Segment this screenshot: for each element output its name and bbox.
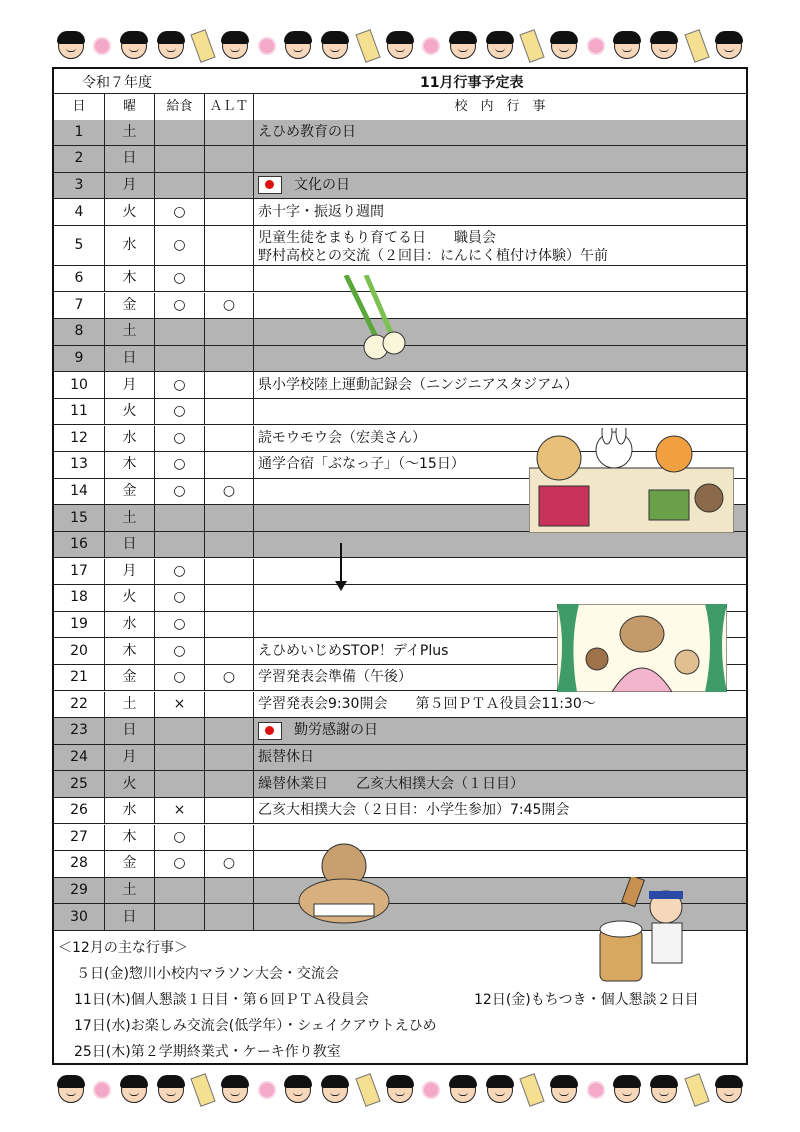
weekday-cell: 月: [105, 173, 155, 199]
table-row: [54, 146, 746, 173]
alt-cell: [205, 745, 254, 771]
weekday-cell: 日: [105, 532, 155, 558]
weekday-cell: 木: [105, 452, 155, 478]
child-face-icon: [322, 33, 348, 59]
weekday-cell: 水: [105, 226, 155, 265]
child-face-icon: [285, 33, 311, 59]
child-face-icon: [551, 1077, 577, 1103]
day-cell: 30: [54, 904, 105, 930]
lunch-cell: ×: [155, 798, 205, 824]
tag-icon: [684, 29, 709, 63]
day-cell: 16: [54, 532, 105, 558]
weekday-cell: 水: [105, 612, 155, 638]
child-face-icon: [450, 33, 476, 59]
child-face-icon: [716, 33, 742, 59]
child-face-icon: [651, 1077, 677, 1103]
col-header-lunch: 給食: [155, 94, 205, 120]
child-face-icon: [614, 1077, 640, 1103]
table-row: [54, 559, 746, 586]
december-event-3: 12日(金)もちつき・個人懇談２日目: [474, 992, 699, 1008]
day-cell: 26: [54, 798, 105, 824]
child-face-icon: [551, 33, 577, 59]
child-face-icon: [158, 1077, 184, 1103]
event-cell: [254, 532, 746, 558]
day-cell: 17: [54, 559, 105, 585]
alt-cell: [205, 426, 254, 452]
lunch-cell: ○: [155, 559, 205, 585]
day-cell: 3: [54, 173, 105, 199]
animals-sleeping-illustration: [529, 428, 734, 533]
tag-icon: [684, 1073, 709, 1107]
event-cell: [254, 293, 746, 319]
event-text: えひめいじめSTOP！デイPlus: [258, 642, 449, 659]
december-events: [54, 935, 746, 1063]
lunch-cell: [155, 745, 205, 771]
event-cell: [254, 146, 746, 172]
day-cell: 5: [54, 226, 105, 265]
alt-cell: ○: [205, 293, 254, 319]
table-row: [54, 199, 746, 226]
alt-cell: [205, 346, 254, 372]
event-cell: [254, 771, 746, 797]
weekday-cell: 土: [105, 319, 155, 345]
event-cell: [254, 692, 746, 718]
child-face-icon: [487, 33, 513, 59]
weekday-cell: 月: [105, 559, 155, 585]
japan-flag-icon: [258, 176, 282, 194]
tag-icon: [520, 29, 545, 63]
lunch-cell: ○: [155, 638, 205, 664]
weekday-cell: 金: [105, 851, 155, 877]
alt-cell: [205, 825, 254, 851]
day-cell: 8: [54, 319, 105, 345]
day-cell: 7: [54, 293, 105, 319]
alt-cell: [205, 878, 254, 904]
weekday-cell: 日: [105, 146, 155, 172]
lunch-cell: ○: [155, 226, 205, 265]
alt-cell: [205, 612, 254, 638]
event-cell: [254, 718, 746, 744]
child-face-icon: [651, 33, 677, 59]
event-cell: [254, 399, 746, 425]
weekday-cell: 水: [105, 798, 155, 824]
day-cell: 1: [54, 120, 105, 146]
flower-icon: [260, 39, 274, 53]
alt-cell: [205, 638, 254, 664]
weekday-cell: 木: [105, 266, 155, 292]
alt-cell: [205, 452, 254, 478]
day-cell: 10: [54, 372, 105, 398]
sumo-wrestler-illustration: [284, 836, 404, 926]
alt-cell: [205, 226, 254, 265]
child-face-icon: [222, 1077, 248, 1103]
table-row: [54, 226, 746, 266]
event-text: 読モウモウ会（宏美さん）: [258, 429, 426, 446]
top-border-decoration: [58, 28, 742, 64]
event-cell: [254, 199, 746, 225]
alt-cell: [205, 904, 254, 930]
tag-icon: [355, 29, 380, 63]
event-text: 文化の日: [294, 177, 350, 194]
event-text: 振替休日: [258, 749, 314, 766]
col-header-weekday: 曜: [105, 94, 155, 120]
alt-cell: [205, 505, 254, 531]
december-event-1: ５日(金)惣川小校内マラソン大会・交流会: [76, 966, 339, 982]
event-cell: [254, 745, 746, 771]
bottom-border-decoration: [58, 1072, 742, 1108]
event-cell: [254, 559, 746, 585]
lunch-cell: ○: [155, 199, 205, 225]
child-face-icon: [716, 1077, 742, 1103]
child-face-icon: [387, 33, 413, 59]
day-cell: 27: [54, 825, 105, 851]
december-event-4: 17日(水)お楽しみ交流会(低学年）・シェイクアウトえひめ: [74, 1018, 437, 1034]
lunch-cell: [155, 173, 205, 199]
fiscal-year-label: 令和７年度: [82, 75, 152, 91]
tag-icon: [520, 1073, 545, 1107]
day-cell: 22: [54, 692, 105, 718]
table-row: [54, 745, 746, 772]
event-text: 通学合宿「ぶなっ子」（～15日）: [258, 456, 465, 473]
flower-icon: [95, 39, 109, 53]
lunch-cell: [155, 146, 205, 172]
lunch-cell: ○: [155, 266, 205, 292]
weekday-cell: 火: [105, 399, 155, 425]
child-face-icon: [158, 33, 184, 59]
day-cell: 14: [54, 479, 105, 505]
alt-cell: [205, 399, 254, 425]
lunch-cell: [155, 532, 205, 558]
weekday-cell: 火: [105, 199, 155, 225]
arrow-down-icon: [335, 581, 347, 591]
table-row: [54, 798, 746, 825]
table-row: [54, 692, 746, 719]
lunch-cell: [155, 878, 205, 904]
event-cell: [254, 226, 746, 265]
lunch-cell: ○: [155, 665, 205, 691]
alt-cell: ○: [205, 851, 254, 877]
event-cell: [254, 798, 746, 824]
table-row: [54, 771, 746, 798]
lunch-cell: [155, 346, 205, 372]
theater-animals-illustration: [557, 604, 727, 692]
event-cell: [254, 266, 746, 292]
weekday-cell: 土: [105, 120, 155, 146]
weekday-cell: 土: [105, 878, 155, 904]
weekday-cell: 火: [105, 771, 155, 797]
event-text: 県小学校陸上運動記録会（ニンジニアスタジアム）: [258, 376, 579, 393]
col-header-events: 校 内 行 事: [454, 99, 546, 114]
weekday-cell: 日: [105, 718, 155, 744]
alt-cell: [205, 718, 254, 744]
day-cell: 19: [54, 612, 105, 638]
alt-cell: [205, 585, 254, 611]
lunch-cell: ○: [155, 612, 205, 638]
weekday-cell: 水: [105, 426, 155, 452]
lunch-cell: ○: [155, 585, 205, 611]
flower-icon: [424, 1083, 438, 1097]
event-text: 繰替休業日 乙亥大相撲大会（１日目）: [258, 775, 524, 792]
tag-icon: [191, 29, 216, 63]
event-cell: [254, 372, 746, 398]
alt-cell: [205, 120, 254, 146]
december-heading: ＜12月の主な行事＞: [58, 940, 188, 956]
december-event-2: 11日(木)個人懇談１日目・第６回ＰＴＡ役員会: [74, 992, 369, 1008]
alt-cell: [205, 532, 254, 558]
alt-cell: [205, 319, 254, 345]
lunch-cell: [155, 505, 205, 531]
table-row: [54, 173, 746, 200]
alt-cell: ○: [205, 665, 254, 691]
child-face-icon: [121, 33, 147, 59]
child-face-icon: [285, 1077, 311, 1103]
event-cell: [254, 120, 746, 146]
day-cell: 4: [54, 199, 105, 225]
december-event-5: 25日(木)第２学期終業式・ケーキ作り教室: [74, 1044, 341, 1060]
lunch-cell: [155, 120, 205, 146]
event-text: 児童生徒をまもり育てる日 職員会 野村高校との交流（２回目：にんにく植付け体験）午前: [258, 229, 608, 264]
col-header-alt: ＡＬＴ: [205, 94, 254, 120]
table-row: [54, 532, 746, 559]
event-cell: [254, 173, 746, 199]
day-cell: 15: [54, 505, 105, 531]
alt-cell: [205, 771, 254, 797]
day-cell: 29: [54, 878, 105, 904]
weekday-cell: 木: [105, 638, 155, 664]
child-face-icon: [614, 33, 640, 59]
alt-cell: [205, 266, 254, 292]
flower-icon: [589, 1083, 603, 1097]
alt-cell: [205, 146, 254, 172]
day-cell: 23: [54, 718, 105, 744]
table-row: [54, 372, 746, 399]
day-cell: 21: [54, 665, 105, 691]
lunch-cell: [155, 771, 205, 797]
tag-icon: [191, 1073, 216, 1107]
alt-cell: [205, 199, 254, 225]
day-cell: 6: [54, 266, 105, 292]
weekday-cell: 土: [105, 692, 155, 718]
weekday-cell: 日: [105, 346, 155, 372]
lunch-cell: ○: [155, 825, 205, 851]
event-text: 学習発表会準備（午後）: [258, 669, 412, 686]
child-face-icon: [58, 1077, 84, 1103]
event-cell: [254, 319, 746, 345]
flower-icon: [589, 39, 603, 53]
weekday-cell: 金: [105, 479, 155, 505]
lunch-cell: [155, 718, 205, 744]
table-row: [54, 399, 746, 426]
weekday-cell: 火: [105, 585, 155, 611]
alt-cell: [205, 559, 254, 585]
table-row: [54, 718, 746, 745]
flower-icon: [95, 1083, 109, 1097]
event-text: 勤労感謝の日: [294, 722, 378, 739]
child-face-icon: [121, 1077, 147, 1103]
weekday-cell: 月: [105, 745, 155, 771]
weekday-cell: 金: [105, 665, 155, 691]
event-text: 赤十字・振返り週間: [258, 203, 384, 220]
day-cell: 25: [54, 771, 105, 797]
weekday-cell: 土: [105, 505, 155, 531]
column-header-row: [54, 94, 746, 121]
child-face-icon: [450, 1077, 476, 1103]
child-face-icon: [58, 33, 84, 59]
lunch-cell: [155, 319, 205, 345]
alt-cell: [205, 798, 254, 824]
lunch-cell: ○: [155, 426, 205, 452]
event-cell: [254, 346, 746, 372]
day-cell: 12: [54, 426, 105, 452]
lunch-cell: ○: [155, 399, 205, 425]
alt-cell: [205, 173, 254, 199]
event-text: えひめ教育の日: [258, 123, 356, 140]
col-header-day: 日: [54, 94, 105, 120]
day-cell: 24: [54, 745, 105, 771]
child-face-icon: [487, 1077, 513, 1103]
lunch-cell: ○: [155, 293, 205, 319]
day-cell: 9: [54, 346, 105, 372]
alt-cell: ○: [205, 479, 254, 505]
lunch-cell: ○: [155, 372, 205, 398]
table-row: [54, 120, 746, 147]
title-row: [54, 69, 746, 94]
event-text: 乙亥大相撲大会（２日目：小学生参加）7:45開会: [258, 802, 570, 819]
lunch-cell: ○: [155, 479, 205, 505]
event-text: 学習発表会9:30開会 第５回ＰＴＡ役員会11:30～: [258, 695, 596, 712]
child-face-icon: [387, 1077, 413, 1103]
japan-flag-icon: [258, 722, 282, 740]
child-face-icon: [222, 33, 248, 59]
weekday-cell: 月: [105, 372, 155, 398]
flower-icon: [260, 1083, 274, 1097]
weekday-cell: 木: [105, 825, 155, 851]
day-cell: 18: [54, 585, 105, 611]
lunch-cell: ○: [155, 452, 205, 478]
schedule-table: [52, 67, 748, 1065]
weekday-cell: 金: [105, 293, 155, 319]
weekday-cell: 日: [105, 904, 155, 930]
lunch-cell: ○: [155, 851, 205, 877]
flower-icon: [424, 39, 438, 53]
child-face-icon: [322, 1077, 348, 1103]
garlic-illustration: [336, 275, 416, 361]
day-cell: 20: [54, 638, 105, 664]
day-cell: 2: [54, 146, 105, 172]
alt-cell: [205, 692, 254, 718]
day-cell: 13: [54, 452, 105, 478]
alt-cell: [205, 372, 254, 398]
day-cell: 11: [54, 399, 105, 425]
page-title: 11月行事予定表: [420, 75, 524, 91]
lunch-cell: [155, 904, 205, 930]
tag-icon: [355, 1073, 380, 1107]
day-cell: 28: [54, 851, 105, 877]
lunch-cell: ×: [155, 692, 205, 718]
